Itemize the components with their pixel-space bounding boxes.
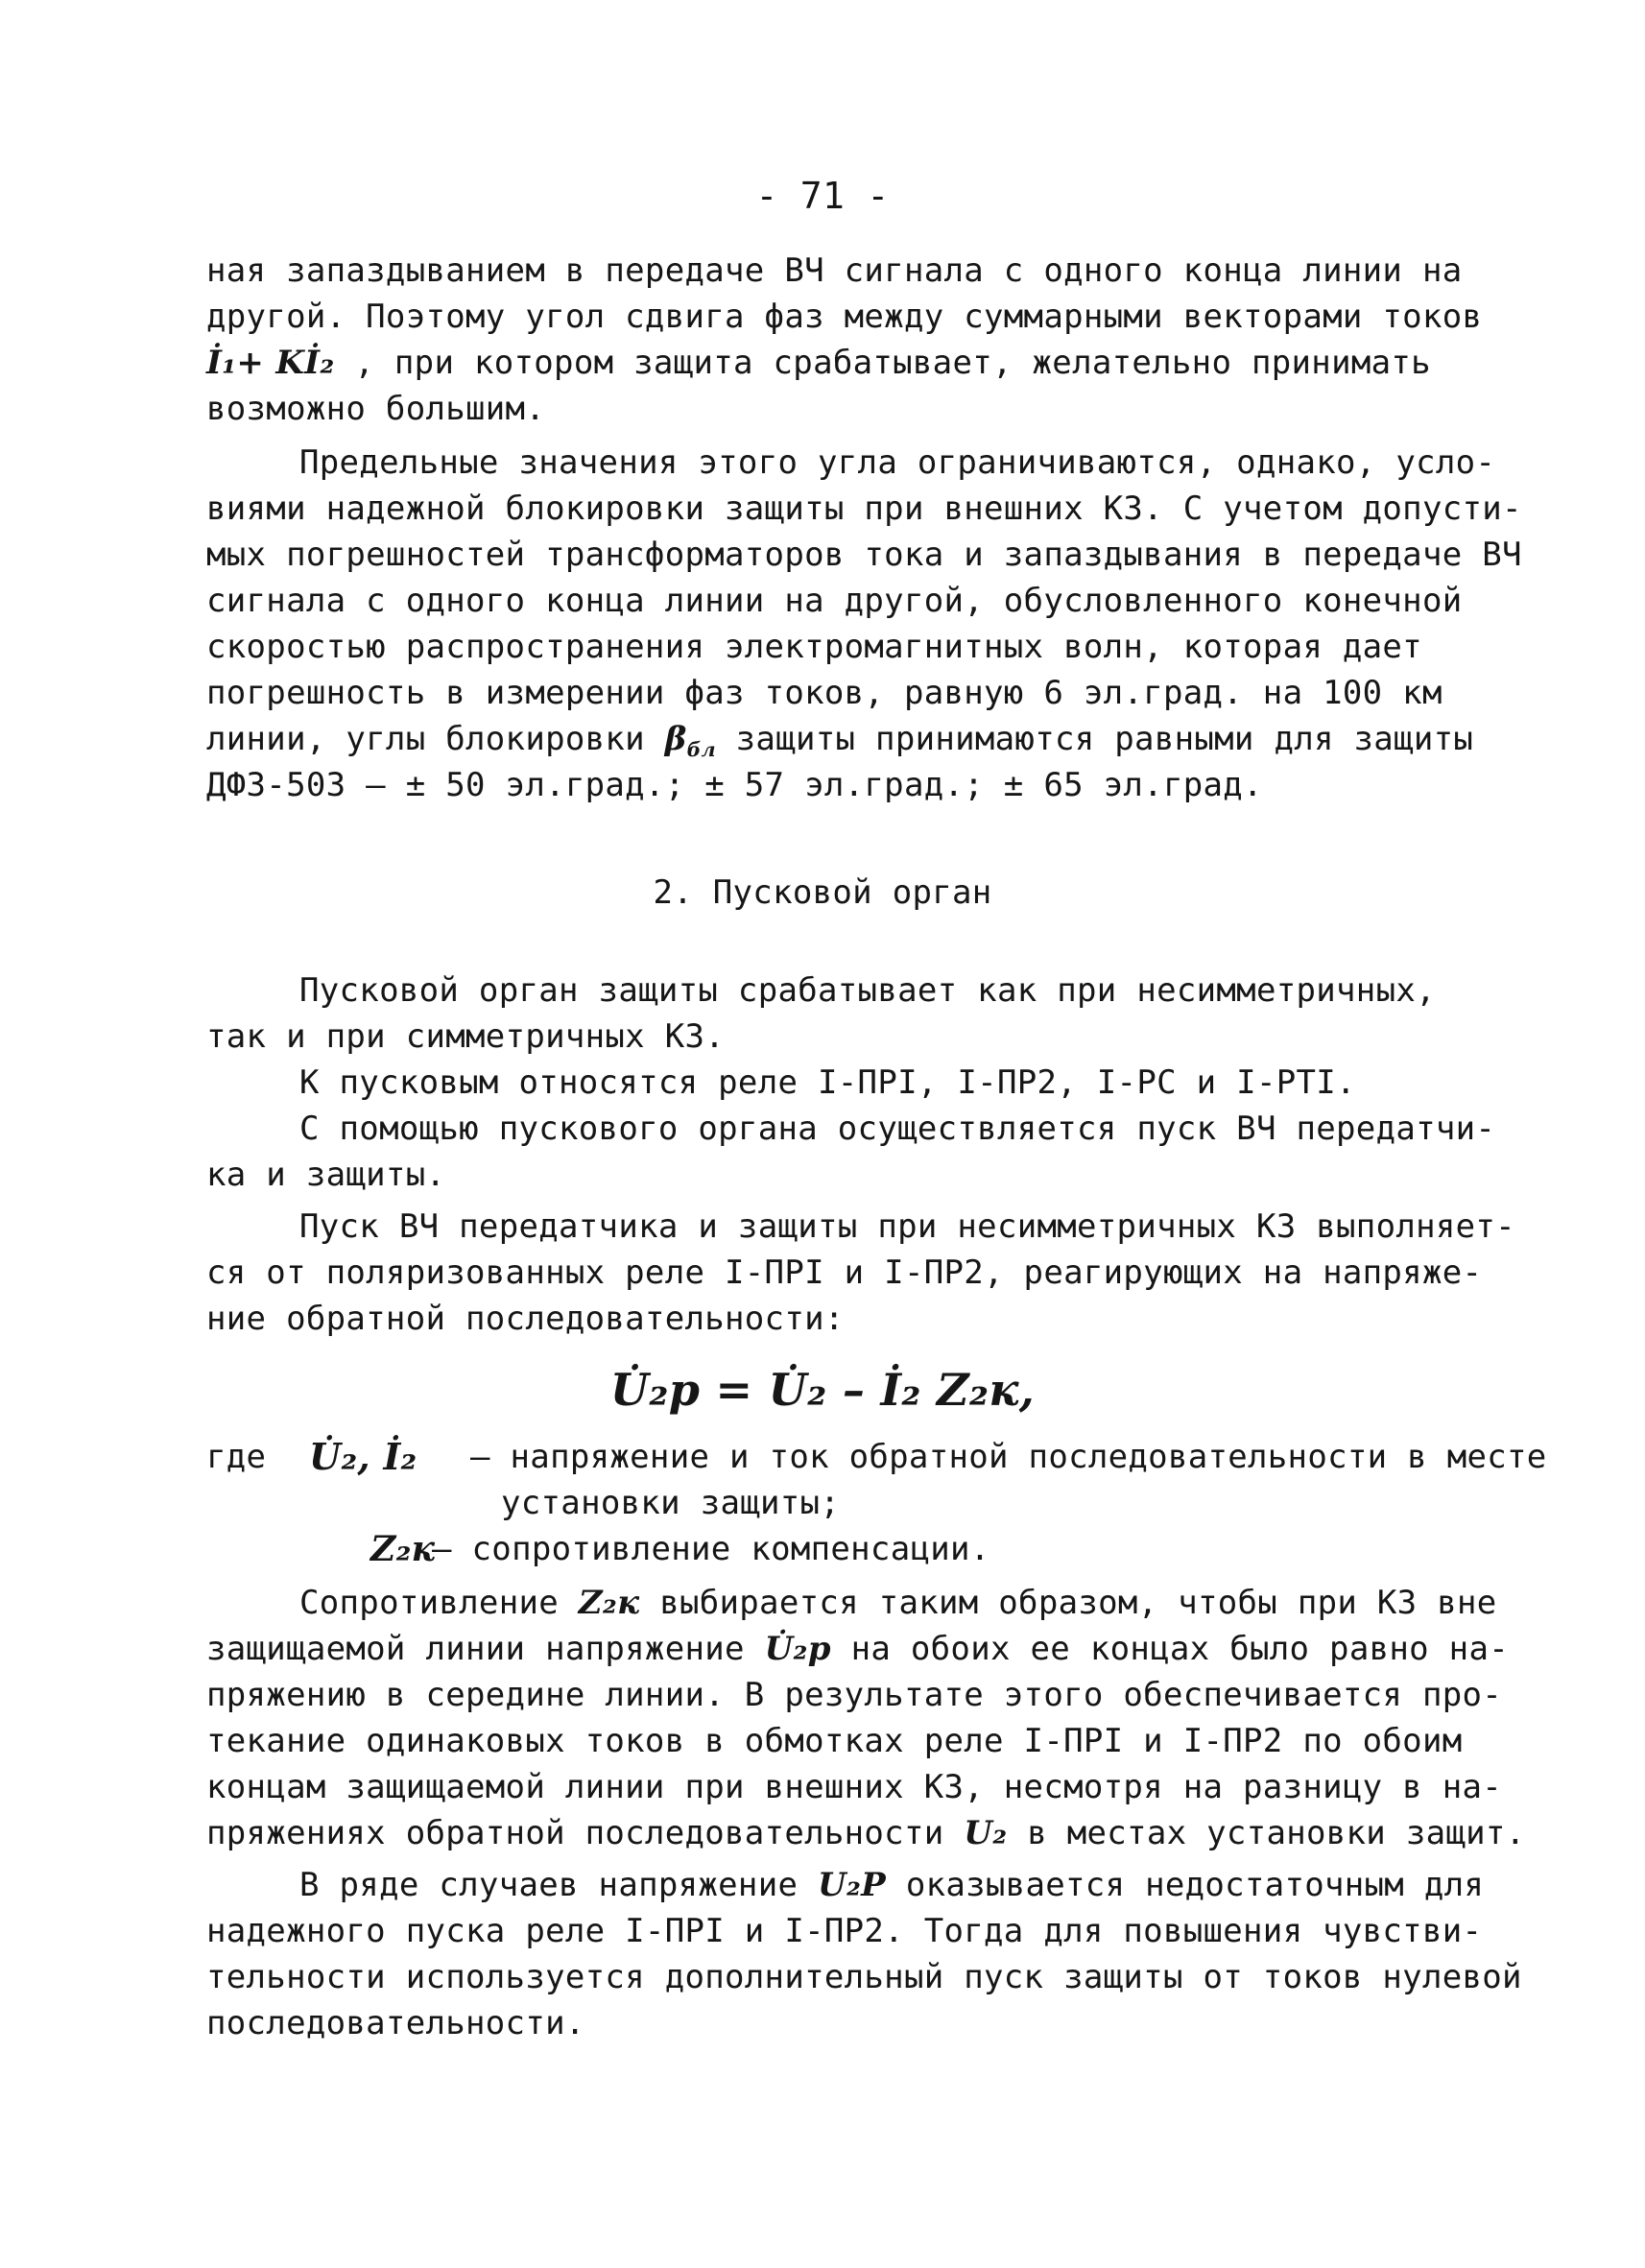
para3-line4: С помощью пускового органа осуществляется пуск ВЧ передатчи- <box>299 1110 1496 1148</box>
para4-line6-end: в местах установки защит. <box>1027 1814 1526 1852</box>
current-sum-formula: İ₁+ Kİ₂ <box>206 344 335 382</box>
para5-line1-start: В ряде случаев напряжение <box>299 1866 799 1904</box>
para3-line1: Пусковой орган защиты срабатывает как при несимметричных, <box>299 971 1436 1010</box>
para1-line3 <box>206 340 1431 386</box>
para2-line8: ДФЗ-503 – ± 50 эл.град.; ± 57 эл.град.; ± 65 эл.град. <box>206 766 1263 804</box>
para3-line7: ся от поляризованных реле I-ПРI и I-ПР2, реагирующих на напряже- <box>206 1253 1483 1292</box>
para2-line1: Предельные значения этого угла ограничиваются, однако, усло- <box>299 443 1496 482</box>
para1-line3-text: , при котором защита срабатывает, желательно принимать <box>354 344 1431 382</box>
para3-line2: так и при симметричных КЗ. <box>206 1017 726 1056</box>
para2-line6: погрешность в измерении фаз токов, равную 6 эл.град. на 100 км <box>206 674 1442 712</box>
para4-line2 <box>206 1626 1509 1672</box>
para2-line4: сигнала с одного конца линии на другой, обусловленного конечной <box>206 582 1463 620</box>
para3-line3: К пусковым относятся реле I-ПРI, I-ПР2, I-РС и I-РТI. <box>299 1063 1356 1102</box>
page-number: - 71 - <box>755 175 890 217</box>
where-desc-1a: – напряжение и ток обратной последовательности в месте <box>470 1438 1547 1476</box>
para1-line2: другой. Поэтому угол сдвига фаз между суммарными векторами токов <box>206 298 1483 336</box>
para2-line2: виями надежной блокировки защиты при внешних КЗ. С учетом допусти- <box>206 489 1522 528</box>
para2-line7-start: линии, углы блокировки <box>206 720 645 758</box>
para2-line7 <box>206 716 1473 762</box>
para4-line1 <box>299 1580 1497 1626</box>
para5-line1 <box>299 1862 1484 1908</box>
where-word: где <box>206 1438 267 1476</box>
para4-line1-start: Сопротивление <box>299 1584 560 1622</box>
para3-line8: ние обратной последовательности: <box>206 1300 845 1338</box>
beta-symbol: $\beta_{бл}$ <box>664 720 716 762</box>
where-symbol-2: Z₂к <box>370 1529 436 1569</box>
para5-line2: надежного пуска реле I-ПРI и I-ПР2. Тогда для повышения чувстви- <box>206 1912 1483 1950</box>
para5-line3: тельности используется дополнительный пуск защиты от токов нулевой <box>206 1958 1522 1996</box>
para2-line5: скоростью распространения электромагнитных волн, которая дает <box>206 628 1422 666</box>
para5-line4: последовательности. <box>206 2004 585 2042</box>
where-desc-1b: установки защиты; <box>501 1484 841 1522</box>
para4-line2-end: на обоих ее концах было равно на- <box>850 1630 1509 1668</box>
para2-line3: мых погрешностей трансформаторов тока и запаздывания в передаче ВЧ <box>206 536 1522 574</box>
para1-line1: ная запаздыванием в передаче ВЧ сигнала с одного конца линии на <box>206 251 1463 290</box>
para3-line6: Пуск ВЧ передатчика и защиты при несимметричных КЗ выполняет- <box>299 1207 1515 1246</box>
z2k-symbol: Z₂к <box>578 1584 640 1622</box>
para2-line7-end: защиты принимаются равными для защиты <box>735 720 1474 758</box>
para4-line2-start: защищаемой линии напряжение <box>206 1630 745 1668</box>
para4-line4: текание одинаковых токов в обмотках реле I-ПРI и I-ПР2 по обоим <box>206 1722 1463 1760</box>
para4-line3: пряжению в середине линии. В результате этого обеспечивается про- <box>206 1676 1503 1714</box>
para3-line5: ка и защиты. <box>206 1156 446 1194</box>
u2-symbol: U₂ <box>964 1814 1008 1852</box>
para1-line4: возможно большим. <box>206 390 546 428</box>
u2p-symbol: U̇₂р <box>764 1630 831 1668</box>
para5-line1-end: оказывается недостаточным для <box>905 1866 1485 1904</box>
section-title: 2. Пусковой орган <box>653 873 992 912</box>
where-symbols-1: U̇₂, İ₂ <box>309 1435 417 1478</box>
para4-line6 <box>206 1810 1525 1856</box>
u2p-cap-symbol: U₂Р <box>818 1866 887 1904</box>
para4-line5: концам защищаемой линии при внешних КЗ, несмотря на разницу в на- <box>206 1768 1503 1806</box>
where-desc-2: – сопротивление компенсации. <box>432 1530 990 1568</box>
para4-line1-end: выбирается таким образом, чтобы при КЗ вне <box>659 1584 1497 1622</box>
main-formula: U̇₂р = U̇₂ – İ₂ Z₂к, <box>609 1364 1036 1416</box>
para4-line6-start: пряжениях обратной последовательности <box>206 1814 944 1852</box>
